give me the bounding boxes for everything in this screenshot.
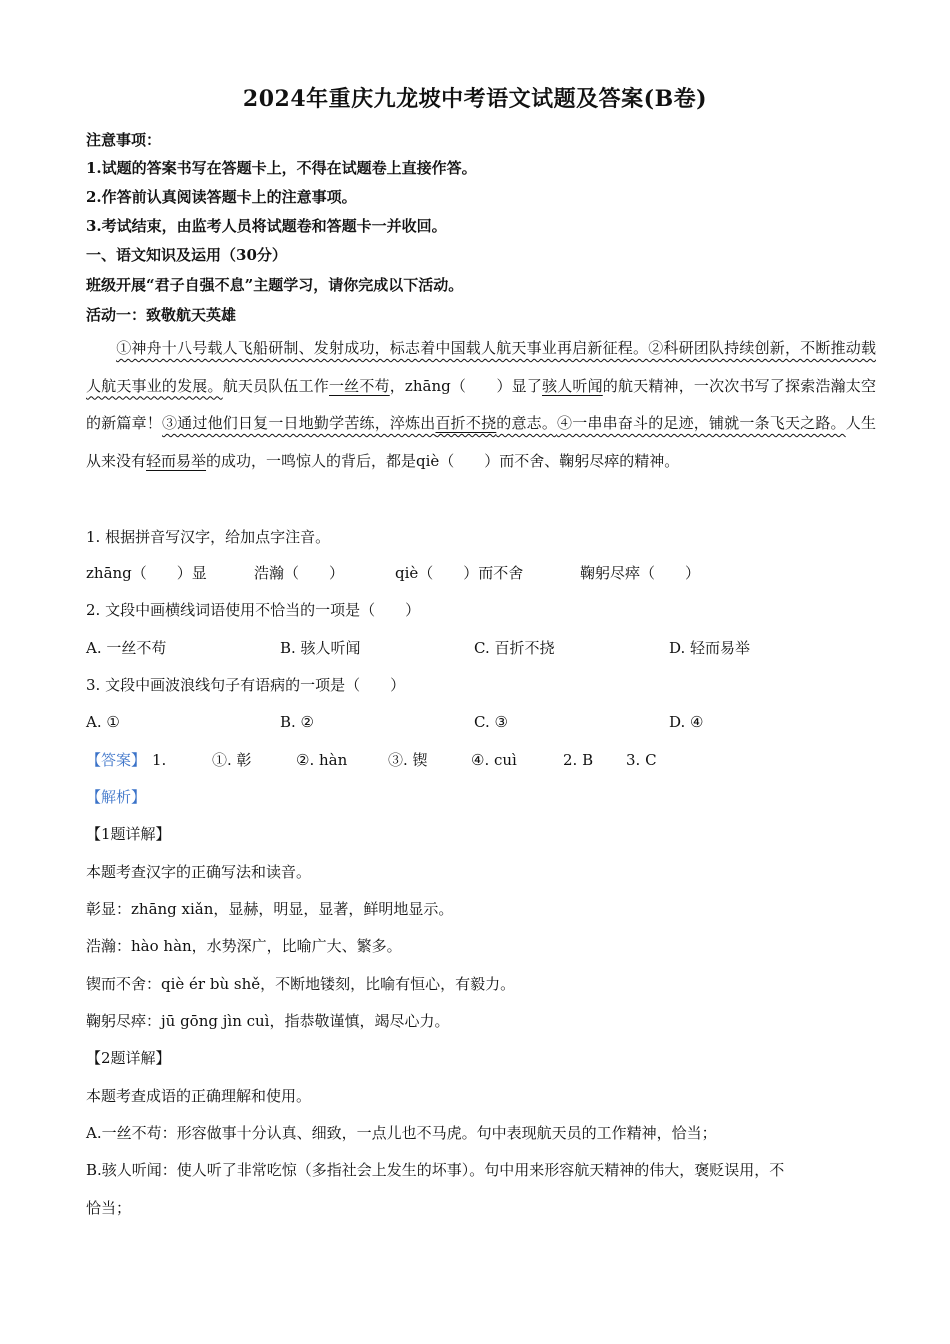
detail-2-line: 恰当； [86, 1199, 132, 1217]
q1-item: 浩瀚（ ） [254, 564, 345, 582]
sentence-3 [162, 414, 557, 432]
q3-option: C. ③ [474, 713, 508, 731]
underlined-word: 一丝不苟 [329, 376, 390, 395]
detail-1-line: 本题考查汉字的正确写法和读音。 [86, 863, 312, 881]
passage-text: 的成功，一鸣惊人的背后，都是qiè（ ）而不舍、鞠躬尽瘁的精神。 [206, 451, 680, 470]
answer-part: 3. C [626, 751, 657, 769]
answer-part: ①. 彰 [212, 751, 252, 769]
passage-text: 航天员队伍工作 [222, 376, 329, 395]
passage [86, 330, 876, 480]
q1-item: qiè（ ）而不舍 [395, 564, 524, 582]
detail-1-line: 浩瀚：hào hàn，水势深广，比喻广大、繁多。 [86, 937, 402, 955]
detail-1-line: 锲而不舍：qiè ér bù shě，不断地镂刻，比喻有恒心，有毅力。 [86, 975, 516, 993]
section-heading: 一、语文知识及运用（30分） [86, 246, 287, 264]
detail-1-line: 彰显：zhāng xiǎn，显赫，明显，显著，鲜明地显示。 [86, 900, 454, 918]
answer-part: 1. [152, 751, 167, 769]
passage-text: 人生从来没有 [86, 414, 876, 470]
activity-heading: 活动一：致敬航天英雄 [86, 306, 237, 324]
passage-text: 的航天精神，一次次书写了探索浩瀚太空的新篇章！ [86, 376, 876, 432]
sentence-4: ④一串串奋斗的足迹，铺就一条飞天之路。 [557, 414, 846, 432]
q1-item: zhāng（ ）显 [86, 564, 207, 582]
q2-option: D. 轻而易举 [669, 639, 751, 657]
q3-option: D. ④ [669, 713, 704, 731]
underlined-word: 轻而易举 [146, 451, 207, 470]
detail-1-line: 鞠躬尽瘁：jū gōng jìn cuì，指恭敬谨慎，竭尽心力。 [86, 1012, 450, 1030]
sentence-2: ②科研团队持续创新，不断推动载人航天事业的发展。 [86, 339, 876, 395]
detail-2-line: A.一丝不苟：形容做事十分认真、细致，一点儿也不马虎。句中表现航天员的工作精神，恰当； [86, 1124, 717, 1142]
analysis-tag: 【解析】 [86, 788, 147, 806]
notice-item: 2.作答前认真阅读答题卡上的注意事项。 [86, 188, 357, 206]
q1-item: 鞠躬尽瘁（ ） [580, 564, 701, 582]
q3-option: A. ① [86, 713, 120, 731]
sentence-3-part: ③通过他们日复一日地勤学苦练，淬炼出 [161, 414, 436, 432]
question-1-stem: 1. 根据拼音写汉字，给加点字注音。 [86, 528, 331, 546]
notice-item: 3.考试结束，由监考人员将试题卷和答题卡一并收回。 [86, 217, 447, 235]
answer-part: ②. hàn [296, 751, 348, 769]
q2-option: A. 一丝不苟 [86, 639, 167, 657]
detail-2-line: B.骇人听闻：使人听了非常吃惊（多指社会上发生的坏事）。句中用来形容航天精神的伟大，褒贬误用，不 [86, 1161, 785, 1179]
detail-1-heading: 【1题详解】 [86, 825, 171, 843]
answer-part: ③. 锲 [388, 751, 428, 769]
detail-2-heading: 【2题详解】 [86, 1049, 171, 1067]
answer-tag: 【答案】 [86, 751, 147, 769]
underlined-word: 骇人听闻 [542, 376, 603, 395]
notice-heading: 注意事项： [86, 131, 162, 149]
passage-text: ，zhāng（ ）显了 [389, 376, 543, 395]
q2-option: C. 百折不挠 [474, 639, 555, 657]
sentence-3-part: 的意志。 [496, 414, 558, 432]
answer-part: 2. B [563, 751, 594, 769]
q2-option: B. 骇人听闻 [280, 639, 361, 657]
notice-item: 1.试题的答案书写在答题卡上，不得在试题卷上直接作答。 [86, 159, 477, 177]
activity-intro: 班级开展“君子自强不息”主题学习，请你完成以下活动。 [86, 276, 464, 294]
question-2-stem: 2. 文段中画横线词语使用不恰当的一项是（ ） [86, 601, 421, 619]
q3-option: B. ② [280, 713, 315, 731]
sentence-1: ①神舟十八号载人飞船研制、发射成功，标志着中国载人航天事业再启新征程。 [116, 339, 649, 357]
answer-part: ④. cuì [471, 751, 517, 769]
question-3-stem: 3. 文段中画波浪线句子有语病的一项是（ ） [86, 676, 406, 694]
underlined-word: 百折不挠 [435, 414, 497, 432]
detail-2-line: 本题考查成语的正确理解和使用。 [86, 1087, 312, 1105]
document-title: 2024年重庆九龙坡中考语文试题及答案(B卷) [242, 86, 708, 112]
